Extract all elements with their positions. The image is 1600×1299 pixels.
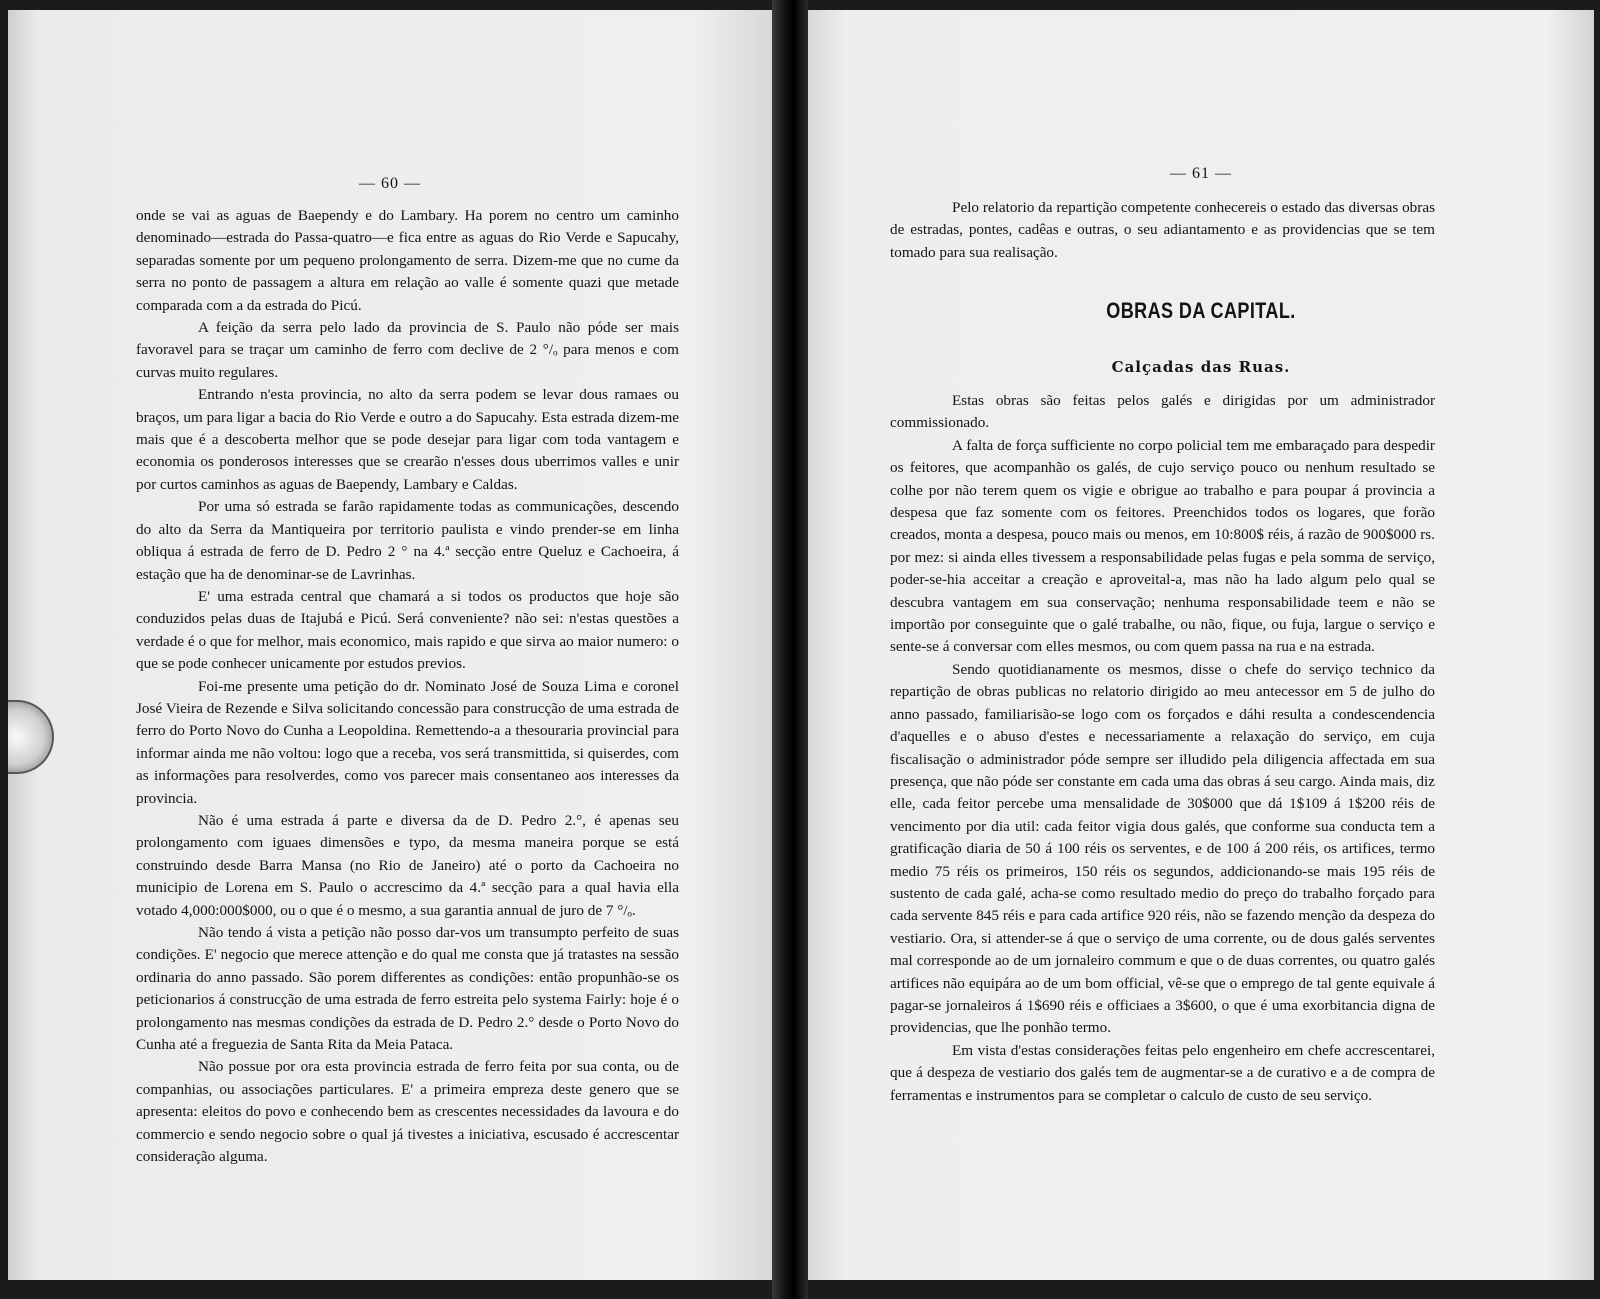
left-page (8, 10, 772, 1280)
paragraph: Em vista d'estas considerações feitas pelo engenheiro em chefe accrescentarei, que á despeza de vestiario dos galés tem de augmentar-se a de curativo e a de compra de ferramentas e instrumentos para se completar o calculo de custo de seu serviço. (890, 1041, 1435, 1104)
paragraph: E' uma estrada central que chamará a si todos os productos que hoje são conduzidos pelas duas de Itajubá e Picú. Será conveniente? não sei: n'estas questões a verdade é o que for melhor, mais economico, mais rapido e que sirva ao maior numero: o que se pode conhecer unicamente por estudos previos. (136, 587, 679, 673)
book-gutter (772, 0, 808, 1299)
page-number: — 60 — (359, 175, 421, 192)
paragraph: Não é uma estrada á parte e diversa da de D. Pedro 2.°, é apenas seu prolongamento com iguaes dimensões e typo, da mesma maneira porque se está construindo desde Barra Mansa (no Rio de Janeiro) até o porto da Cachoeira no municipio de Lorena em S. Paulo o accrescimo da 4.ª secção para a qual havia ella votado 4,000:000$000, ou o que é o mesmo, a sua garantia annual de juro de 7 °/ₒ. (136, 811, 679, 919)
paragraph: Não possue por ora esta provincia estrada de ferro feita por sua conta, ou de companhias, ou associações particulares. E' a primeira empreza deste genero que se apresenta: eleitos do povo e conhecendo bem as crescentes necessidades da lavoura e do commercio e sendo negocio sobre o qual já tivestes a iniciativa, escusado é accrescentar consideração alguma. (136, 1058, 679, 1166)
subsection-title: Calçadas das Ruas. (1111, 358, 1291, 376)
paragraph: onde se vai as aguas de Baependy e do Lambary. Ha porem no centro um caminho denominado—estrada do Passa-quatro—e fica entre as aguas do Rio Verde e Sapucahy, separadas somente por um pequeno prolongamento de serra. Dizem-me que no cume da serra no ponto de passagem a altura em relação ao valle é somente quazi que metade comparada com a da estrada do Picú. (136, 207, 679, 314)
paragraph: Foi-me presente uma petição do dr. Nominato José de Souza Lima e coronel José Vieira de Rezende e Silva solicitando concessão para construcção de uma estrada de ferro do Porto Novo do Cunha a Leopoldina. Remettendo-a a thesouraria provincial para informar ainda me não voltou: logo que a receba, vos será transmittida, si quiserdes, com as informações para resolverdes, como vos parecer mais consentaneo aos interesses da provincia. (136, 677, 679, 807)
right-page (808, 10, 1594, 1280)
paragraph: Estas obras são feitas pelos galés e dirigidas por um administrador commissionado. (890, 392, 1435, 432)
section-title: OBRAS DA CAPITAL. (1106, 298, 1296, 323)
paragraph: A feição da serra pelo lado da provincia de S. Paulo não póde ser mais favoravel para se traçar um caminho de ferro com declive de 2 °/ₒ para menos e com curvas muito regulares. (136, 319, 679, 381)
left-page-body (136, 205, 679, 1168)
paragraph: Sendo quotidianamente os mesmos, disse o chefe do serviço technico da repartição de obras publicas no relatorio dirigido ao meu antecessor em 5 de julho do anno passado, familiarisão-se logo com os forçados e dáhi resulta a condescendencia d'aquelles e o abuso d'estes e necessariamente a relaxação do serviço, em cuja fiscalisação o administrador póde sempre ser illudido pela diligencia affectada em sua presença, que não póde ser constante em cada uma das obras á seu cargo. Ainda mais, diz elle, cada feitor percebe uma mensalidade de 30$000 que dá 1$109 á 1$200 réis de vencimento por dia util: cada feitor vigia dous galés, que conforme sua conducta tem a gratificação diaria de 50 á 100 réis os serventes, e de 100 á 200 réis, os artifices, termo medio 75 réis os primeiros, 150 réis os segundos, addicionando-se mais 195 réis de sustento de cada galé, acha-se como resultado medio do preço do trabalho forçado para cada servente 845 réis e para cada artifice 920 réis, não se fazendo menção da despeza do vestiario. Ora, si attender-se á que o serviço de uma corrente, ou de dous galés serventes mal corresponde ao de um jornaleiro commum e que o de duas correntes, ou quatro galés artifices não equipára ao de um bom official, vê-se que o emprego de tal gente equivale á pagar-se jornaleiros á 1$690 réis e officiaes a 3$600, o que é uma exorbitancia digna de providencias, que lhe ponhão termo. (890, 660, 1435, 1037)
page-number: — 61 — (1170, 165, 1232, 182)
paragraph: Não tendo á vista a petição não posso dar-vos um transumpto perfeito de suas condições. E' negocio que merece attenção e do qual me consta que já tratastes na sessão ordinaria do anno passado. São porem differentes as condições: então propunhão-se os peticionarios á construcção de uma estrada de ferro estreita pelo systema Fairly: hoje é o prolongamento nas mesmas condições da estrada de D. Pedro 2.° desde o Porto Novo do Cunha até a freguezia de Santa Rita da Meia Pataca. (136, 924, 679, 1054)
intro-paragraph: Pelo relatorio da repartição competente conhecereis o estado das diversas obras de estradas, pontes, cadêas e outras, o seu adiantamento e as providencias que se tem tomado para sua realisação. (890, 199, 1435, 261)
paragraph: A falta de força sufficiente no corpo policial tem me embaraçado para despedir os feitores, que acompanhão os galés, de cujo serviço pouco ou nenhum resultado se colhe por não terem quem os vigie e obrigue ao trabalho e para poupar á provincia a despesa que faz somente com os feitores. Preenchidos todos os logares, que forão creados, monta a despesa, pouco mais ou menos, em 10:800$ réis, á razão de 900$000 rs. por mez: si ainda elles tivessem a responsabilidade pelas fugas e pela somma de serviço, poder-se-hia acceitar a creação e aproveital-a, mas não ha lado algum pelo qual se descubra vantagem em sua conservação; nenhuma responsabilidade teem e não se importão por conseguinte que o galé trabalhe, ou não, fique, ou fuja, largue o serviço e sente-se á conversar com elles mesmos, ou com quem passa na rua e na estrada. (890, 436, 1435, 656)
paragraph: Entrando n'esta provincia, no alto da serra podem se levar dous ramaes ou braços, um para ligar a bacia do Rio Verde e outro a do Sapucahy. Esta estrada dizem-me mais que é a descoberta melhor que se pode desejar para ligar com toda vantagem e economia os ponderosos interesses que se crearão n'esses dous uberrimos valles e unir por curtos caminhos as aguas de Baependy, Lambary e Caldas. (136, 386, 679, 493)
right-page-body (890, 390, 1435, 1107)
binder-clip (8, 700, 54, 774)
paragraph: Por uma só estrada se farão rapidamente todas as communicações, descendo do alto da Serra da Mantiqueira por territorio paulista e vindo prender-se em linha obliqua á estrada de ferro de D. Pedro 2 ° na 4.ª secção entre Queluz e Cachoeira, á estação que ha de denominar-se de Lavrinhas. (136, 498, 679, 583)
